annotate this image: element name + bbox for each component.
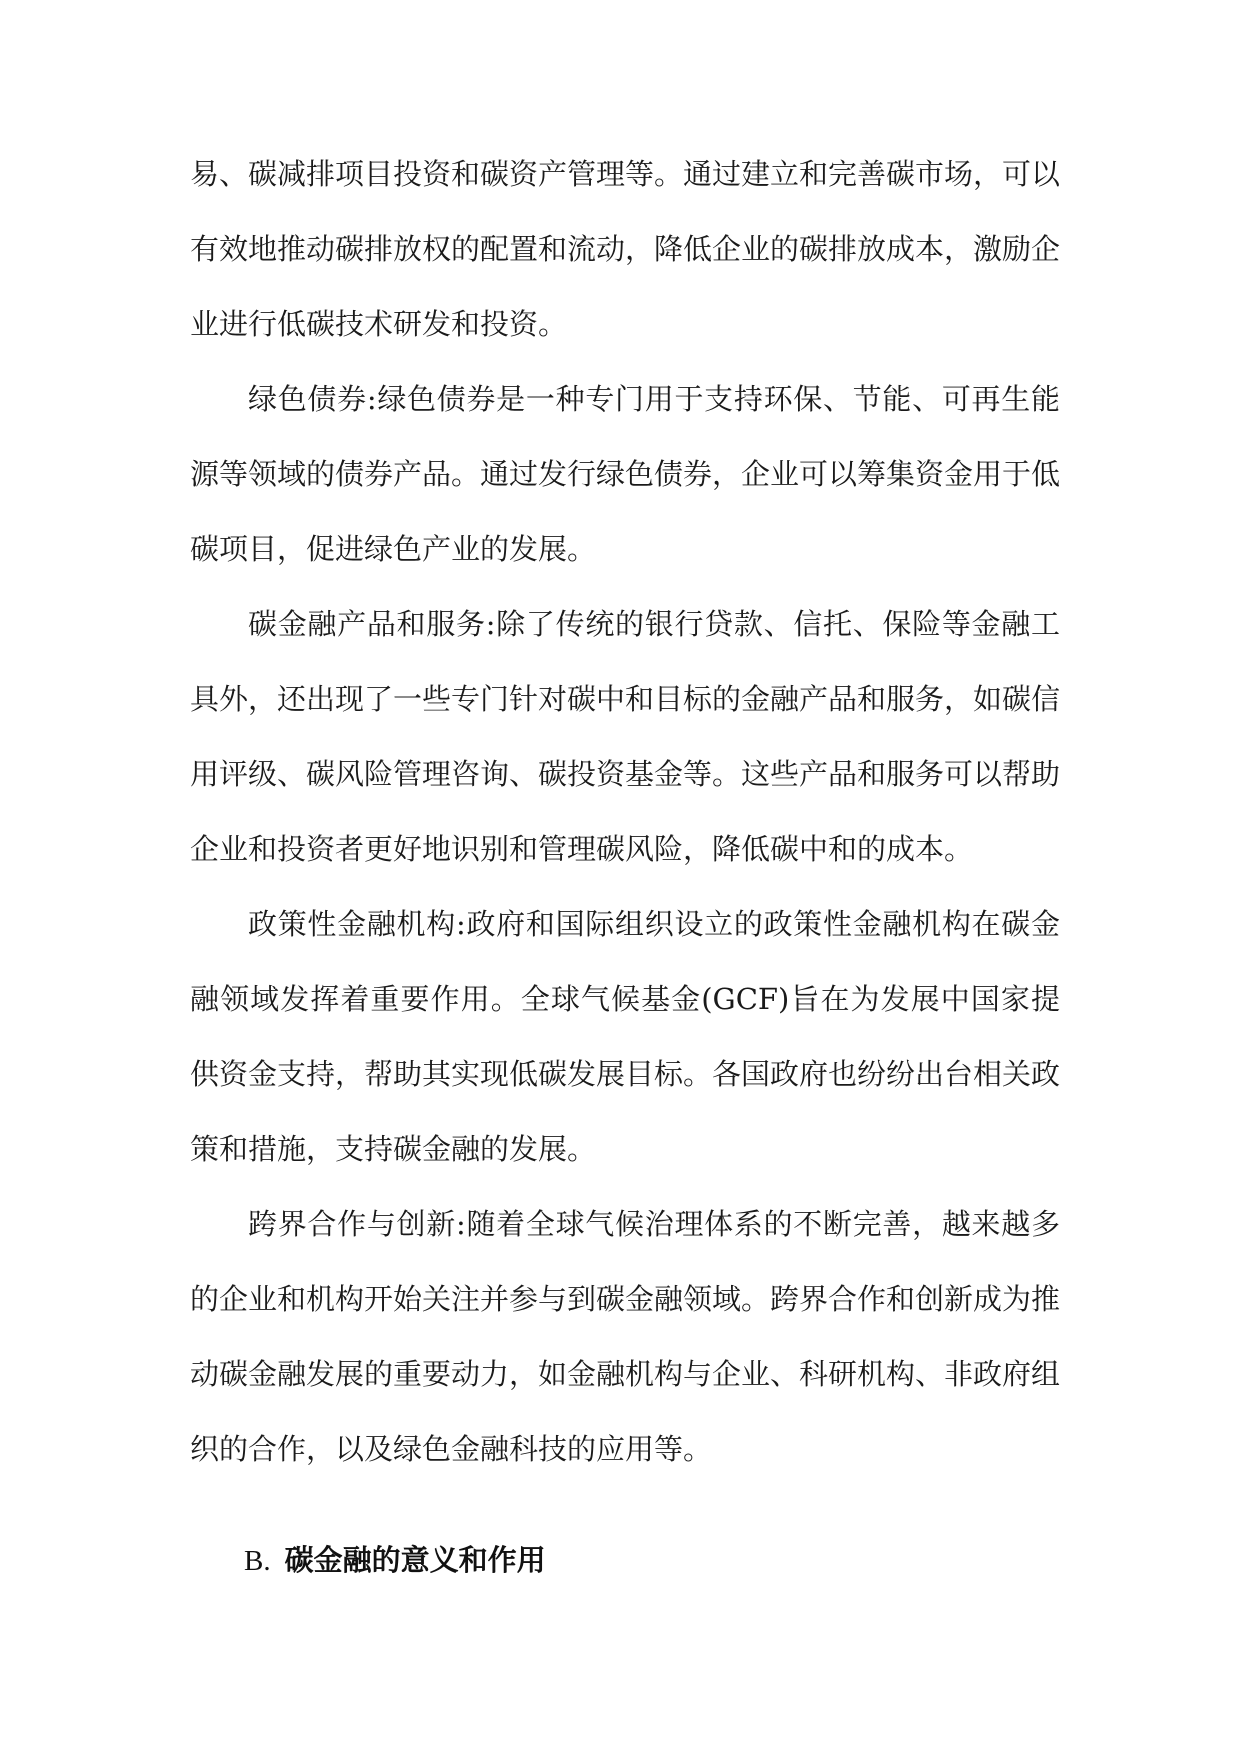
paragraph-text: 易、碳减排项目投资和碳资产管理等。通过建立和完善碳市场，可以有效地推动碳排放权的配置和流动，降低企业的碳排放成本，激励企业进行低碳技术研发和投资。 bbox=[190, 157, 1061, 341]
section-heading bbox=[244, 1540, 1044, 1581]
paragraph-text: 绿色债券是一种专门用于支持环保、节能、可再生能源等领域的债券产品。通过发行绿色债券，企业可以筹集资金用于低碳项目，促进绿色产业的发展。 bbox=[190, 382, 1061, 566]
body-text bbox=[190, 137, 1060, 1487]
paragraph-text: 随着全球气候治理体系的不断完善，越来越多的企业和机构开始关注并参与到碳金融领域。跨界合作和创新成为推动碳金融发展的重要动力，如金融机构与企业、科研机构、非政府组织的合作，以及绿色金融科技的应用等。 bbox=[190, 1207, 1061, 1466]
paragraph-policy-institutions bbox=[190, 887, 1060, 1187]
paragraph-carbon-finance-products bbox=[190, 587, 1060, 887]
paragraph-text: 政府和国际组织设立的政策性金融机构在碳金融领域发挥着重要作用。全球气候基金(GCF)旨在为发展中国家提供资金支持，帮助其实现低碳发展目标。各国政府也纷纷出台相关政策和措施，支持碳金融的发展。 bbox=[190, 907, 1061, 1166]
paragraph-green-bonds bbox=[190, 362, 1060, 587]
paragraph-term: 政策性金融机构: bbox=[248, 907, 466, 941]
section-number: B. bbox=[244, 1545, 271, 1577]
paragraph-term: 绿色债券: bbox=[248, 382, 377, 416]
paragraph-term: 跨界合作与创新: bbox=[248, 1207, 466, 1241]
paragraph-carbon-market-continued bbox=[190, 137, 1060, 362]
paragraph-term: 碳金融产品和服务: bbox=[248, 607, 496, 641]
paragraph-text: 除了传统的银行贷款、信托、保险等金融工具外，还出现了一些专门针对碳中和目标的金融产品和服务，如碳信用评级、碳风险管理咨询、碳投资基金等。这些产品和服务可以帮助企业和投资者更好地识别和管理碳风险，降低碳中和的成本。 bbox=[190, 607, 1061, 866]
section-title: 碳金融的意义和作用 bbox=[284, 1543, 546, 1577]
paragraph-cross-sector-cooperation bbox=[190, 1187, 1060, 1487]
